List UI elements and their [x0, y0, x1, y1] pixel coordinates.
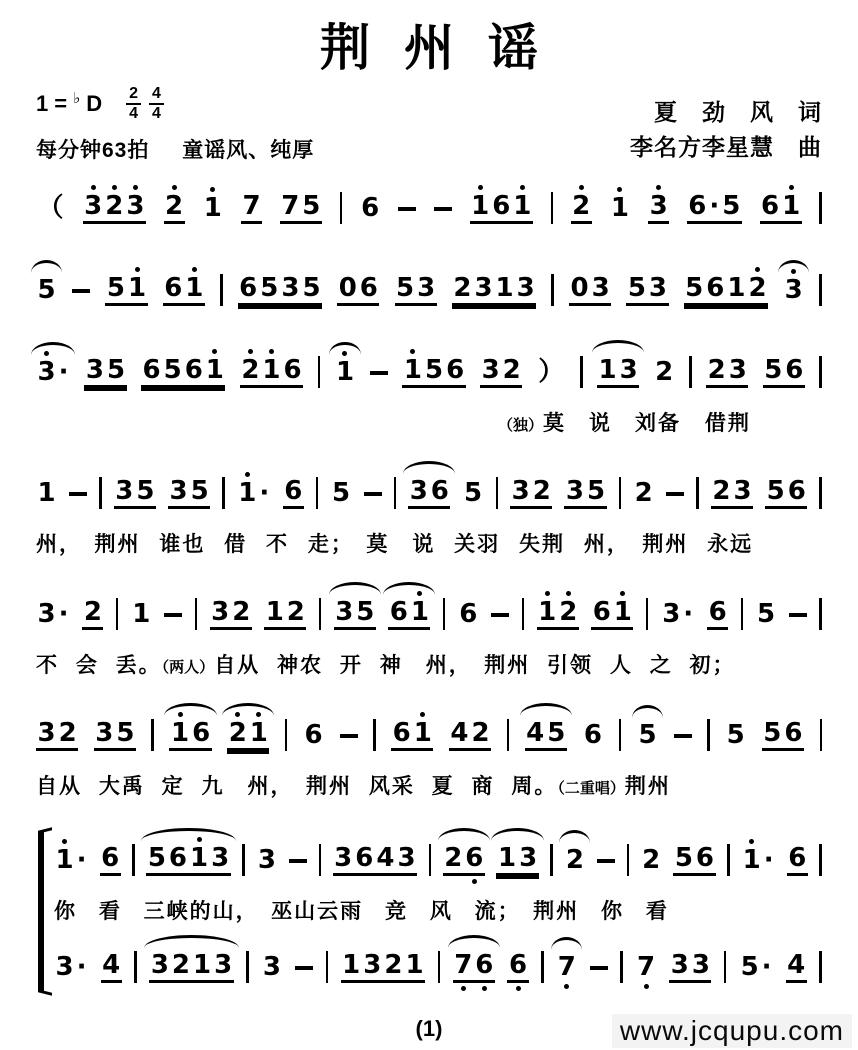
octave-dot-high [248, 349, 253, 354]
key-base: 1 [36, 91, 49, 116]
note-token: 4 5 [525, 720, 567, 751]
dash-note [491, 613, 509, 617]
octave-dot-high [62, 839, 67, 844]
octave-dot-low [564, 984, 569, 989]
note-token: 2 1 [227, 720, 269, 751]
note-token: 3 6 4 3 [333, 845, 417, 876]
note-token: 5 [757, 599, 776, 629]
barline [326, 951, 329, 983]
note-token: 3 5 [564, 478, 606, 509]
dash-note [789, 613, 807, 617]
slur-arc [164, 703, 216, 716]
lyric-segment: 州， 荆州 谁也 借 不 走； 莫 说 关羽 失荆 州， 荆州 永远 [36, 533, 754, 556]
octave-dot-high [172, 185, 177, 190]
note-token: 3 3 [669, 952, 711, 983]
slur-arc [31, 342, 75, 355]
note-token: 1 · [741, 847, 775, 873]
note-token: 3 5 [114, 478, 156, 509]
note-token: 2 6 [443, 845, 485, 876]
barline [522, 598, 525, 630]
note-token: 2 3 [706, 357, 748, 388]
system-bracket [38, 832, 44, 991]
note-token: 3 [783, 277, 804, 303]
line-6-block [36, 709, 822, 800]
barline [373, 719, 376, 751]
dash-note [364, 492, 382, 496]
octave-dot-high [789, 185, 794, 190]
note-token: 3 2 1 3 [149, 952, 233, 983]
sheet-music-page [0, 8, 858, 993]
octave-dot-high [420, 712, 425, 717]
barline [132, 844, 135, 876]
note-token: 6 5 3 5 [238, 275, 322, 306]
note-token: 6 1 [388, 599, 430, 630]
barline [819, 192, 822, 224]
slur-arc [31, 260, 62, 273]
note-token: 3 2 [480, 357, 522, 388]
time-signature: $\frac{2}{4}$ [126, 86, 141, 122]
note-token: 1 6 1 [470, 193, 533, 224]
barline [438, 951, 441, 983]
octave-dot-high [212, 349, 217, 354]
score [36, 182, 822, 800]
note-token: 2 [655, 357, 674, 387]
barline [222, 477, 225, 509]
barline [443, 598, 446, 630]
slur-arc [778, 260, 809, 273]
note-token: 1 6 [169, 720, 211, 751]
barline [316, 477, 319, 509]
octave-dot-low [472, 879, 477, 884]
slur-arc [222, 703, 274, 716]
octave-dot-high [545, 591, 550, 596]
score-header [36, 86, 822, 164]
note-token: 3 6 [408, 478, 450, 509]
barline [551, 274, 554, 306]
slur-arc [383, 582, 435, 595]
note-token: 7 [636, 954, 657, 980]
note-token: 6 [100, 845, 121, 876]
line-5 [36, 588, 822, 640]
note-token: 7 [241, 193, 262, 224]
dash-note [340, 734, 358, 738]
note-token: 7 [556, 954, 577, 980]
note-token: 3 [262, 952, 281, 982]
song-title: 荆州谣 [320, 20, 572, 76]
slur-arc [403, 461, 455, 474]
dash-note [674, 734, 692, 738]
lyric-segment: 你 看 三峡的山， 巫山云雨 竞 风 流； 荆州 你 看 [54, 900, 669, 923]
note-token: 5 3 [626, 275, 668, 306]
note-token: 3 · [55, 952, 87, 982]
note-token: 4 [786, 952, 807, 983]
note-token: 6 1 [760, 193, 802, 224]
lyric-segment: 自从 神农 开 神 州， 荆州 引领 人 之 初； [214, 654, 736, 677]
tempo-row [36, 134, 314, 164]
lyric-segment: 荆州 [624, 775, 671, 798]
barline [541, 951, 544, 983]
octave-dot-high [135, 267, 140, 272]
note-token: 1 3 [496, 845, 538, 876]
line-7-block [54, 834, 822, 925]
octave-dot-high [579, 185, 584, 190]
dash-note [597, 859, 615, 863]
barline [819, 951, 822, 983]
note-token: 3 2 [510, 478, 552, 509]
lyric-segment: （独） [498, 417, 544, 434]
note-token: 3 2 3 [83, 193, 146, 224]
barline [580, 356, 583, 388]
barline [689, 356, 692, 388]
barline [220, 274, 223, 306]
note-token: 2 [642, 845, 661, 875]
line-4-lyrics [36, 528, 822, 558]
barline [620, 951, 623, 983]
note-token: 4 2 [449, 720, 491, 751]
octave-dot-low [516, 986, 521, 991]
dash-note [164, 613, 182, 617]
note-token: 1 [334, 359, 355, 385]
note-token: 6 1 [391, 720, 433, 751]
page-number: (1) [415, 1016, 443, 1041]
barline [195, 598, 198, 630]
note-token: 6 [583, 720, 602, 750]
note-token: 3 2 [36, 720, 78, 751]
note-token: 1 5 6 [402, 357, 465, 388]
octave-dot-low [461, 986, 466, 991]
duet-system [36, 834, 822, 993]
dash-note [590, 966, 608, 970]
barline [696, 477, 699, 509]
note-token: 6 [283, 478, 304, 509]
barline [134, 951, 137, 983]
barline [627, 844, 630, 876]
barline [99, 477, 102, 509]
note-token: 7 6 [453, 952, 495, 983]
note-token: （ [37, 193, 64, 223]
note-token: 1 [609, 195, 630, 221]
note-token: 5 6 1 3 [146, 845, 230, 876]
slur-arc [141, 828, 235, 841]
line-2-block [36, 264, 822, 316]
note-token: 6 [304, 720, 323, 750]
barline [116, 598, 119, 630]
barline [151, 719, 154, 751]
key-tempo-block [36, 86, 314, 164]
slur-arc [491, 828, 543, 841]
octave-dot-high [112, 185, 117, 190]
line-5-block [36, 588, 822, 679]
octave-dot-high [245, 472, 250, 477]
barline [285, 719, 288, 751]
note-token: 2 3 1 3 [452, 275, 536, 306]
note-token: 3 · [37, 599, 69, 629]
lyric-segment: 自从 大禹 定 九 州， 荆州 风采 夏 商 周。 [36, 775, 558, 798]
composer-credit: 李名方李星慧 曲 [630, 133, 822, 160]
note-token: 1 · [54, 847, 88, 873]
note-token: 3 [257, 845, 276, 875]
barline [707, 719, 710, 751]
note-token: 5 · [740, 952, 772, 982]
flat-accidental: ♭ [73, 90, 81, 107]
line-1-block [36, 182, 822, 234]
barline [724, 951, 727, 983]
barline [619, 719, 622, 751]
barline [507, 719, 510, 751]
note-token: 5 6 [673, 845, 715, 876]
note-token: 6 [787, 845, 808, 876]
octave-dot-high [269, 349, 274, 354]
slur-arc [144, 935, 238, 948]
barline [319, 844, 322, 876]
note-token: 3 5 [94, 720, 136, 751]
octave-dot-high [133, 185, 138, 190]
octave-dot-high [91, 185, 96, 190]
line-3-lyrics [36, 407, 822, 437]
line-6-lyrics [36, 770, 822, 800]
note-token: 3 2 [210, 599, 252, 630]
note-token: 2 [564, 847, 585, 873]
key-equals: = [54, 91, 68, 116]
line-4 [36, 467, 822, 519]
octave-dot-low [644, 984, 649, 989]
slur-arc [592, 340, 644, 353]
dash-note [72, 289, 90, 293]
time-signatures [126, 86, 164, 122]
note-token: 2 [82, 599, 103, 630]
note-token: 5 1 [105, 275, 147, 306]
barline [646, 598, 649, 630]
line-4-block [36, 467, 822, 558]
line-2 [36, 264, 822, 316]
note-token: 6 5 6 1 [141, 357, 225, 388]
duet-system-rows [54, 834, 822, 993]
barline [820, 719, 823, 751]
note-token: 7 5 [280, 193, 322, 224]
octave-dot-high [566, 591, 571, 596]
note-token: 5 [726, 720, 745, 750]
note-token: 1 [37, 478, 56, 508]
line-7-lyrics [54, 895, 822, 925]
note-token: 6 [507, 952, 528, 983]
note-token: 6 [707, 599, 728, 630]
note-token: 3 · [36, 359, 70, 385]
note-token: 3 5 [84, 357, 126, 388]
watermark-url: www.jcqupu.com [612, 1014, 852, 1048]
barline [242, 844, 245, 876]
line-8 [54, 941, 822, 993]
credits-block [630, 95, 822, 164]
dash-note [398, 207, 416, 211]
key-signature [36, 86, 314, 122]
note-token: 1 2 [264, 599, 306, 630]
barline [741, 598, 744, 630]
octave-dot-high [210, 187, 215, 192]
note-token: 2 [571, 193, 592, 224]
note-token: 2 3 [711, 478, 753, 509]
dash-note [666, 492, 684, 496]
note-token: 1 · [237, 480, 271, 506]
octave-dot-high [192, 267, 197, 272]
barline [819, 356, 822, 388]
dash-note [289, 859, 307, 863]
barline [394, 477, 397, 509]
barline [819, 274, 822, 306]
note-token: 3 · [662, 599, 694, 629]
lyric-segment: （二重唱） [557, 780, 625, 797]
barline [819, 477, 822, 509]
line-3-block [36, 346, 822, 437]
slur-arc [632, 705, 663, 718]
line-1 [36, 182, 822, 234]
note-token: 5 [36, 277, 57, 303]
line-7 [54, 834, 822, 886]
octave-dot-low [482, 986, 487, 991]
note-token: 1 3 2 1 [341, 952, 425, 983]
barline [318, 356, 321, 388]
time-signature: $\frac{4}{4}$ [149, 86, 164, 122]
octave-dot-high [656, 185, 661, 190]
note-token: 1 [202, 195, 223, 221]
slur-arc [559, 830, 590, 843]
note-token: 6 · 5 [687, 193, 742, 224]
slur-arc [329, 342, 360, 355]
slur-arc [520, 703, 572, 716]
note-token: 5 [637, 722, 658, 748]
dash-note [295, 966, 313, 970]
barline [619, 477, 622, 509]
barline [551, 192, 554, 224]
slur-arc [551, 937, 582, 950]
note-token: 5 3 [395, 275, 437, 306]
barline [819, 844, 822, 876]
note-token: 6 1 [163, 275, 205, 306]
barline [496, 477, 499, 509]
dash-note [69, 492, 87, 496]
note-token: 1 [132, 599, 151, 629]
slur-arc [448, 935, 500, 948]
note-token: 2 [634, 478, 653, 508]
line-8-block [54, 941, 822, 993]
key-note: D [86, 91, 103, 116]
note-token: 4 [101, 952, 122, 983]
note-token: 5 6 1 2 [684, 275, 768, 306]
style-text: 童谣风、纯厚 [182, 139, 315, 162]
barline [727, 844, 730, 876]
slur-arc [329, 582, 381, 595]
slur-arc [438, 828, 490, 841]
note-token: ） [538, 357, 565, 387]
note-token: 3 [648, 193, 669, 224]
octave-dot-high [749, 839, 754, 844]
octave-dot-high [620, 591, 625, 596]
note-token: 6 1 [591, 599, 633, 630]
dash-note [434, 207, 452, 211]
note-token: 1 2 [537, 599, 579, 630]
barline [246, 951, 249, 983]
note-token: 3 5 [168, 478, 210, 509]
note-token: 0 3 [569, 275, 611, 306]
note-token: 5 6 [762, 720, 804, 751]
barline [429, 844, 432, 876]
line-6 [36, 709, 822, 761]
barline [340, 192, 343, 224]
note-token: 5 [331, 478, 351, 508]
barline [819, 598, 822, 630]
line-3 [36, 346, 822, 398]
note-token: 2 [164, 193, 185, 224]
note-token: 2 1 6 [240, 357, 303, 388]
octave-dot-high [755, 267, 760, 272]
barline [319, 598, 322, 630]
note-token: 0 6 [337, 275, 379, 306]
lyricist-credit: 夏 劲 风 词 [654, 99, 822, 125]
note-token: 5 [463, 478, 483, 508]
octave-dot-high [520, 185, 525, 190]
lyric-segment: （两人） [161, 659, 215, 676]
tempo-text: 每分钟63拍 [36, 139, 150, 162]
note-token: 1 3 [597, 357, 639, 388]
dash-note [370, 371, 388, 375]
octave-dot-high [478, 185, 483, 190]
lyric-segment: 不 会 丢。 [36, 654, 162, 677]
barline [550, 844, 553, 876]
lyric-segment: 莫 说 刘备 借荆 [543, 412, 751, 435]
octave-dot-high [410, 349, 415, 354]
note-token: 6 [361, 193, 380, 223]
note-token: 5 6 [765, 478, 807, 509]
note-token: 5 6 [763, 357, 805, 388]
octave-dot-high [617, 187, 622, 192]
note-token: 3 5 [334, 599, 376, 630]
line-5-lyrics [36, 649, 822, 679]
note-token: 6 [459, 599, 478, 629]
